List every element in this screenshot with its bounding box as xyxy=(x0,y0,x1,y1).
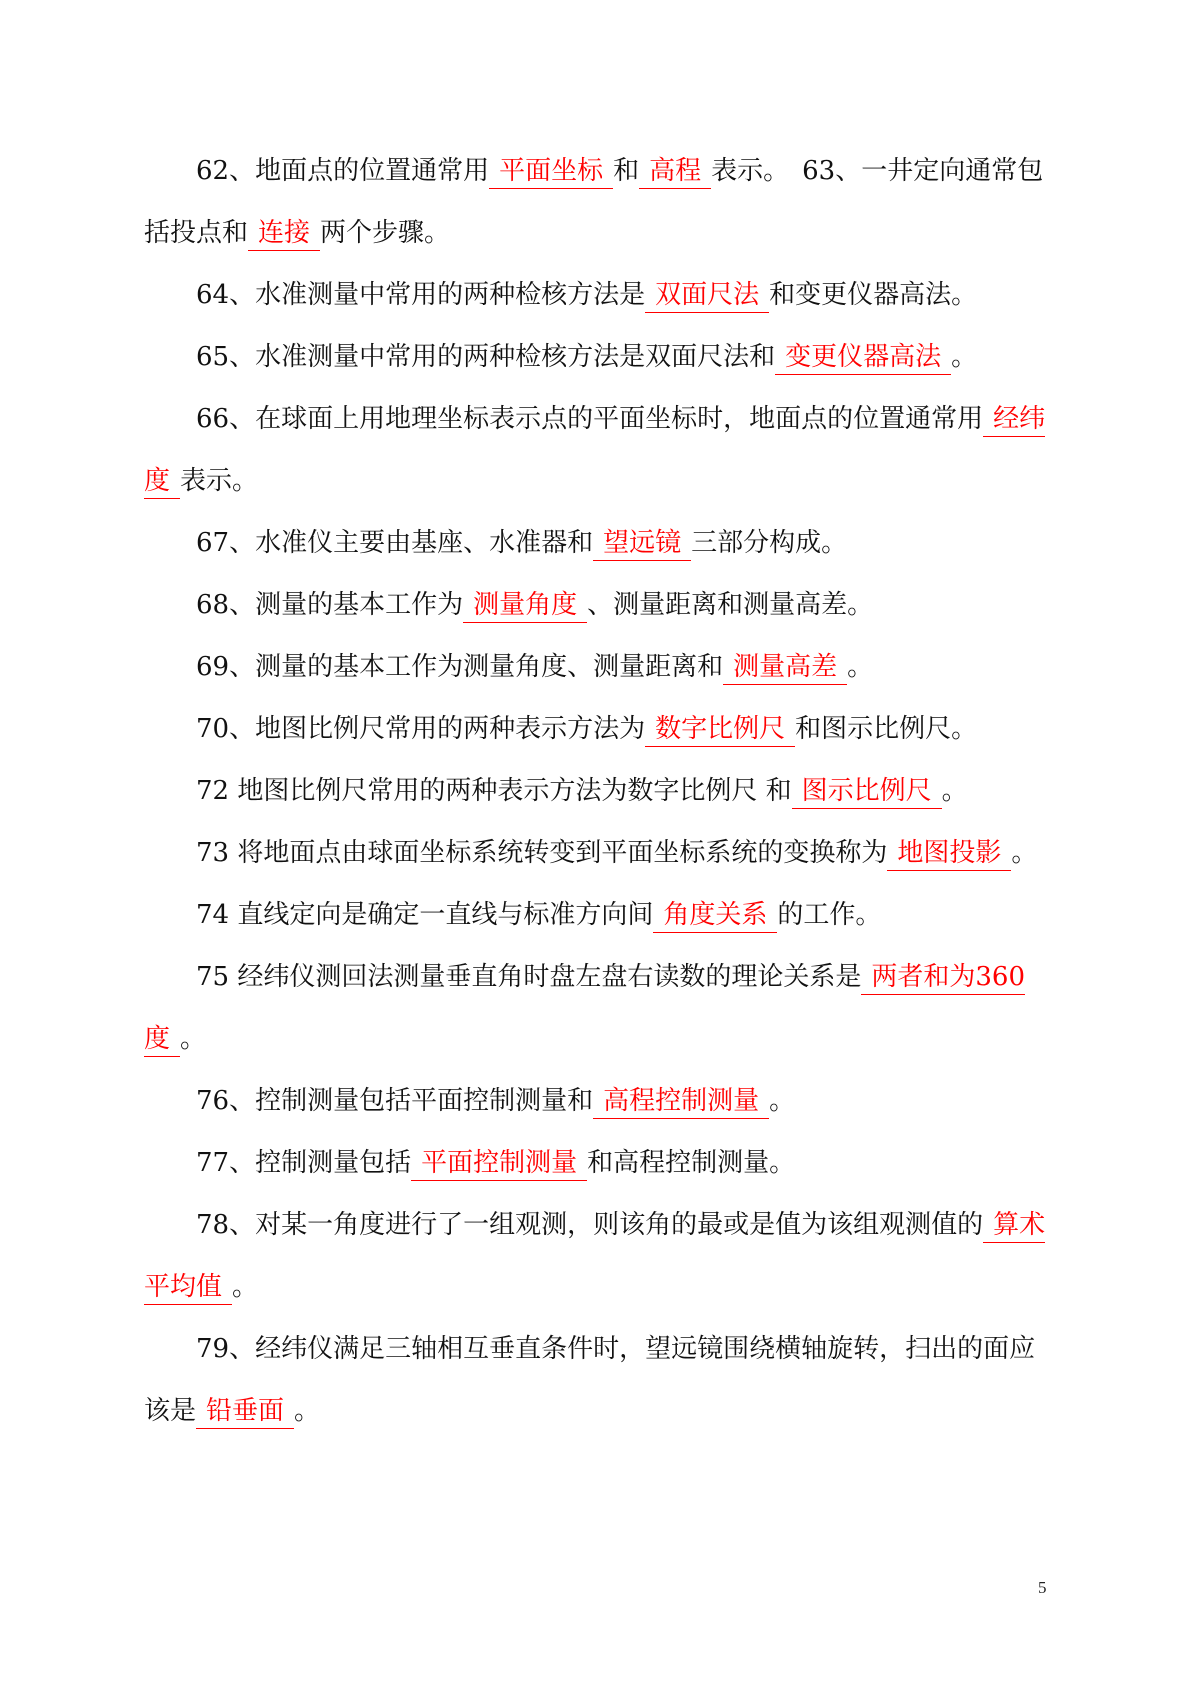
question-text: 。 xyxy=(941,776,968,806)
question-item xyxy=(144,1132,1046,1194)
answer-blank: 经纬度 xyxy=(144,404,1045,499)
answer-blank: 高程控制测量 xyxy=(593,1086,769,1119)
question-item xyxy=(144,1070,1046,1132)
question-item xyxy=(144,946,1046,1070)
answer-blank: 两者和为360度 xyxy=(144,962,1025,1057)
answer-blank: 地图投影 xyxy=(887,838,1011,871)
question-text: 、测量距离和测量高差。 xyxy=(587,590,874,620)
question-text: 。 xyxy=(1011,838,1038,868)
question-text: 68、测量的基本工作为 xyxy=(196,590,464,620)
question-item xyxy=(144,822,1046,884)
question-text: 64、水准测量中常用的两种检核方法是 xyxy=(196,280,646,310)
question-item xyxy=(144,698,1046,760)
question-item xyxy=(144,326,1046,388)
question-text: 三部分构成。 xyxy=(691,528,848,558)
question-text: 和 xyxy=(613,156,640,186)
answer-blank: 角度关系 xyxy=(653,900,777,933)
question-item xyxy=(144,760,1046,822)
question-text: 73 将地面点由球面坐标系统转变到平面坐标系统的变换称为 xyxy=(196,838,888,868)
question-text: 两个步骤。 xyxy=(320,218,451,248)
question-text: 77、控制测量包括 xyxy=(196,1148,412,1178)
question-item xyxy=(144,1194,1046,1318)
question-text: 75 经纬仪测回法测量垂直角时盘左盘右读数的理论关系是 xyxy=(196,962,862,992)
question-text: 79、经纬仪满足三轴相互垂直条件时，望远镜围绕横轴旋转，扫出的面应该是 xyxy=(144,1334,1036,1426)
answer-blank: 算术平均值 xyxy=(144,1210,1045,1305)
question-text: 的工作。 xyxy=(777,900,882,930)
question-item xyxy=(144,512,1046,574)
answer-blank: 铅垂面 xyxy=(196,1396,294,1429)
answer-blank: 双面尺法 xyxy=(645,280,769,313)
question-text: 78、对某一角度进行了一组观测，则该角的最或是值为该组观测值的 xyxy=(196,1210,984,1240)
question-list xyxy=(144,140,1046,1442)
question-text: 69、测量的基本工作为测量角度、测量距离和 xyxy=(196,652,724,682)
answer-blank: 测量高差 xyxy=(723,652,847,685)
question-item xyxy=(144,140,1046,264)
question-text: 66、在球面上用地理坐标表示点的平面坐标时，地面点的位置通常用 xyxy=(196,404,984,434)
answer-blank: 平面控制测量 xyxy=(411,1148,587,1181)
question-item xyxy=(144,574,1046,636)
question-text: 。 xyxy=(769,1086,796,1116)
question-text: 65、水准测量中常用的两种检核方法是双面尺法和 xyxy=(196,342,776,372)
question-text: 62、地面点的位置通常用 xyxy=(196,156,490,186)
answer-blank: 测量角度 xyxy=(463,590,587,623)
question-text: 76、控制测量包括平面控制测量和 xyxy=(196,1086,594,1116)
question-text: 表示。 xyxy=(180,466,259,496)
answer-blank: 数字比例尺 xyxy=(645,714,795,747)
question-text: 和图示比例尺。 xyxy=(795,714,978,744)
question-text: 67、水准仪主要由基座、水准器和 xyxy=(196,528,594,558)
question-text: 。 xyxy=(232,1272,259,1302)
question-item xyxy=(144,388,1046,512)
answer-blank: 连接 xyxy=(248,218,320,251)
answer-blank: 变更仪器高法 xyxy=(775,342,951,375)
question-text: 。 xyxy=(847,652,874,682)
question-item xyxy=(144,264,1046,326)
answer-blank: 望远镜 xyxy=(593,528,691,561)
question-text: 72 地图比例尺常用的两种表示方法为数字比例尺 和 xyxy=(196,776,792,806)
question-item xyxy=(144,636,1046,698)
question-text: 和高程控制测量。 xyxy=(587,1148,796,1178)
answer-blank: 平面坐标 xyxy=(489,156,613,189)
question-text: 。 xyxy=(951,342,978,372)
question-text: 表示。 63、一井定向通常包括投点和 xyxy=(144,156,1044,248)
question-text: 70、地图比例尺常用的两种表示方法为 xyxy=(196,714,646,744)
question-text: 。 xyxy=(294,1396,321,1426)
question-item xyxy=(144,1318,1046,1442)
page-number: 5 xyxy=(1038,1578,1047,1597)
question-text: 和变更仪器高法。 xyxy=(769,280,978,310)
question-item xyxy=(144,884,1046,946)
question-text: 74 直线定向是确定一直线与标准方向间 xyxy=(196,900,654,930)
answer-blank: 高程 xyxy=(639,156,711,189)
question-text: 。 xyxy=(180,1024,207,1054)
answer-blank: 图示比例尺 xyxy=(792,776,942,809)
